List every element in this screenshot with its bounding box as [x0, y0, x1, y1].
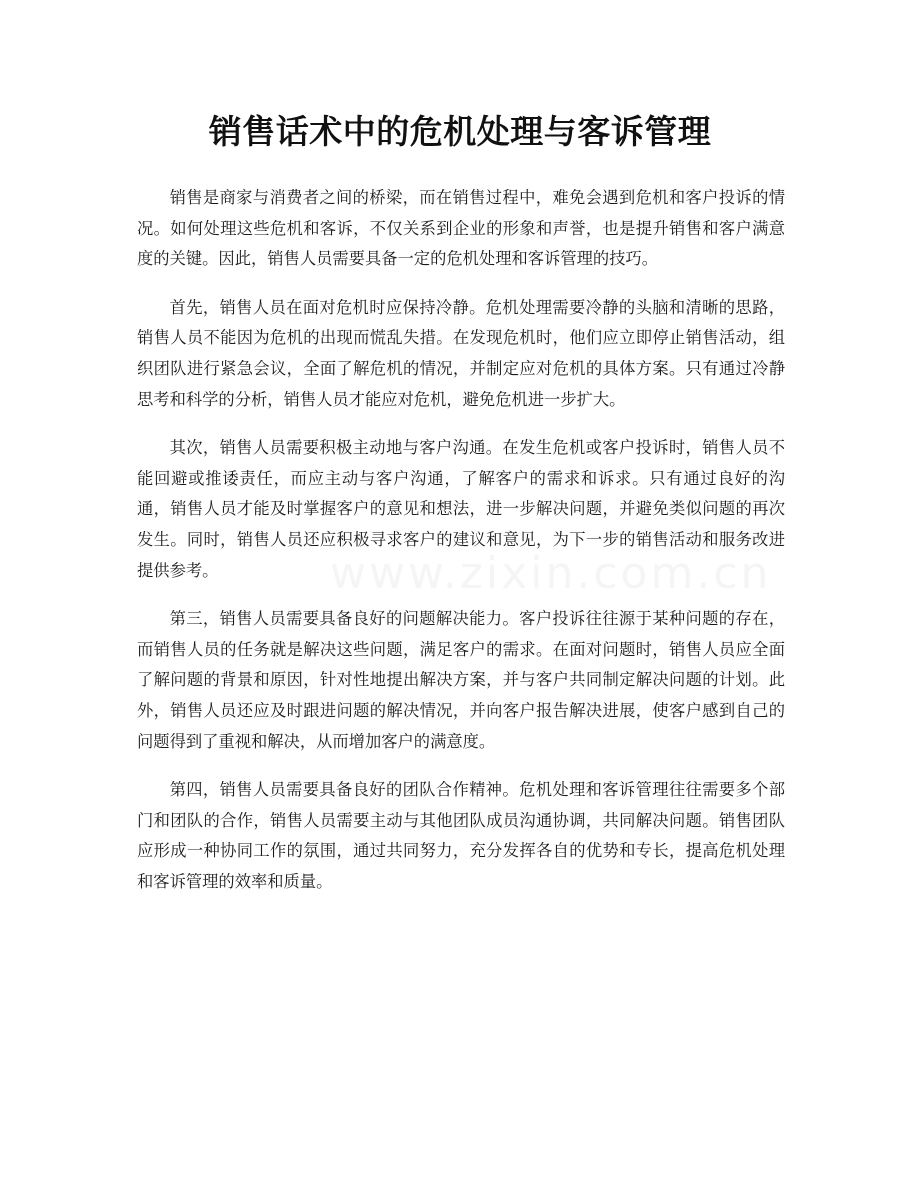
- paragraph-first: 首先，销售人员在面对危机时应保持冷静。危机处理需要冷静的头脑和清晰的思路，销售人员不能因为危机的出现而慌乱失措。在发现危机时，他们应立即停止销售活动，组织团队进行紧急会议，全面了解危机的情况，并制定应对危机的具体方案。只有通过冷静思考和科学的分析，销售人员才能应对危机，避免危机进一步扩大。: [137, 297, 785, 409]
- paragraph-second: 其次，销售人员需要积极主动地与客户沟通。在发生危机或客户投诉时，销售人员不能回避或推诿责任，而应主动与客户沟通，了解客户的需求和诉求。只有通过良好的沟通，销售人员才能及时掌握客户的意见和想法，进一步解决问题，并避免类似问题的再次发生。同时，销售人员还应积极寻求客户的建议和意见，为下一步的销售活动和服务改进提供参考。: [137, 438, 785, 580]
- document-body: [137, 183, 785, 915]
- paragraph-intro: 销售是商家与消费者之间的桥梁，而在销售过程中，难免会遇到危机和客户投诉的情况。如何处理这些危机和客诉，不仅关系到企业的形象和声誉，也是提升销售和客户满意度的关键。因此，销售人员需要具备一定的危机处理和客诉管理的技巧。: [137, 188, 785, 269]
- paragraph-third: 第三，销售人员需要具备良好的问题解决能力。客户投诉往往源于某种问题的存在，而销售人员的任务就是解决这些问题，满足客户的需求。在面对问题时，销售人员应全面了解问题的背景和原因，针对性地提出解决方案，并与客户共同制定解决问题的计划。此外，销售人员还应及时跟进问题的解决情况，并向客户报告解决进展，使客户感到自己的问题得到了重视和解决，从而增加客户的满意度。: [137, 609, 785, 751]
- paragraph-fourth: 第四，销售人员需要具备良好的团队合作精神。危机处理和客诉管理往往需要多个部门和团队的合作，销售人员需要主动与其他团队成员沟通协调，共同解决问题。销售团队应形成一种协同工作的氛围，通过共同努力，充分发挥各自的优势和专长，提高危机处理和客诉管理的效率和质量。: [137, 780, 785, 891]
- document-title: 销售话术中的危机处理与客诉管理: [208, 112, 712, 151]
- watermark: www.zixin.com.cn: [330, 548, 772, 599]
